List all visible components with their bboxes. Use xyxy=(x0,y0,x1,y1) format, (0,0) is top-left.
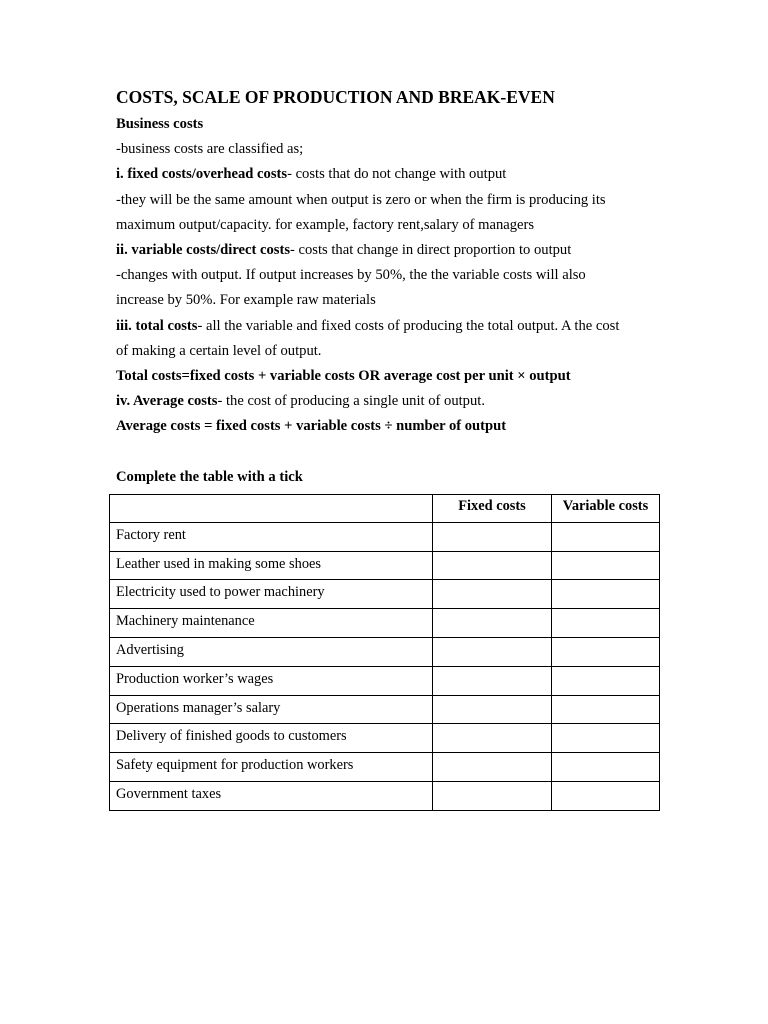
variable-costs-tick-cell[interactable] xyxy=(552,781,660,810)
cost-item-label: Advertising xyxy=(110,637,433,666)
total-costs-definition xyxy=(116,314,652,339)
variable-costs-tick-cell[interactable] xyxy=(552,637,660,666)
variable-costs-tick-cell[interactable] xyxy=(552,522,660,551)
table-row xyxy=(110,637,660,666)
table-header-row xyxy=(110,495,660,523)
intro-text: -business costs are classified as; xyxy=(116,141,304,158)
section-heading: Business costs xyxy=(116,116,204,132)
total-costs-text: - all the variable and fixed costs of producing the total output. A the cost xyxy=(197,317,620,334)
fixed-costs-tick-cell[interactable] xyxy=(433,666,552,695)
average-costs-definition xyxy=(116,389,652,414)
variable-costs-tick-cell[interactable] xyxy=(552,666,660,695)
total-costs-term: iii. total costs xyxy=(116,317,198,334)
table-row xyxy=(110,695,660,724)
fixed-costs-tick-cell[interactable] xyxy=(433,551,552,580)
variable-costs-tick-cell[interactable] xyxy=(552,753,660,782)
variable-costs-tick-cell[interactable] xyxy=(552,609,660,638)
cost-item-label: Factory rent xyxy=(110,522,433,551)
variable-costs-tick-cell[interactable] xyxy=(552,551,660,580)
fixed-costs-term: i. fixed costs/overhead costs xyxy=(116,166,288,183)
fixed-costs-tick-cell[interactable] xyxy=(433,781,552,810)
cost-item-label: Delivery of finished goods to customers xyxy=(110,724,433,753)
average-costs-text: - the cost of producing a single unit of output. xyxy=(217,393,485,410)
fixed-costs-tick-cell[interactable] xyxy=(433,522,552,551)
fixed-costs-explanation-line-2: maximum output/capacity. for example, factory rent,salary of managers xyxy=(116,216,535,233)
page-title: COSTS, SCALE OF PRODUCTION AND BREAK-EVEN xyxy=(116,87,555,107)
table-row xyxy=(110,522,660,551)
table-row xyxy=(110,609,660,638)
total-costs-formula: Total costs=fixed costs + variable costs OR average cost per unit × output xyxy=(116,368,571,385)
spacer xyxy=(116,440,652,465)
fixed-costs-text: - costs that do not change with output xyxy=(287,166,507,183)
table-row xyxy=(110,724,660,753)
table-row xyxy=(110,580,660,609)
fixed-costs-tick-cell[interactable] xyxy=(433,609,552,638)
cost-classification-table xyxy=(109,494,660,811)
fixed-costs-tick-cell[interactable] xyxy=(433,695,552,724)
table-row xyxy=(110,753,660,782)
header-item xyxy=(110,495,433,523)
cost-item-label: Safety equipment for production workers xyxy=(110,753,433,782)
variable-costs-definition xyxy=(116,238,652,263)
average-costs-formula: Average costs = fixed costs + variable costs ÷ number of output xyxy=(116,418,507,435)
variable-costs-explanation-line-1: -changes with output. If output increases by 50%, the the variable costs will also xyxy=(116,267,586,284)
fixed-costs-tick-cell[interactable] xyxy=(433,753,552,782)
fixed-costs-tick-cell[interactable] xyxy=(433,580,552,609)
variable-costs-explanation-line-2: increase by 50%. For example raw materials xyxy=(116,292,376,309)
variable-costs-tick-cell[interactable] xyxy=(552,724,660,753)
header-variable-costs: Variable costs xyxy=(552,495,660,523)
table-row xyxy=(110,551,660,580)
document-page xyxy=(116,86,652,490)
fixed-costs-tick-cell[interactable] xyxy=(433,637,552,666)
variable-costs-text: - costs that change in direct proportion to output xyxy=(290,242,572,259)
cost-item-label: Machinery maintenance xyxy=(110,609,433,638)
variable-costs-tick-cell[interactable] xyxy=(552,695,660,724)
fixed-costs-tick-cell[interactable] xyxy=(433,724,552,753)
variable-costs-term: ii. variable costs/direct costs xyxy=(116,242,291,259)
fixed-costs-explanation-line-1: -they will be the same amount when output is zero or when the firm is producing its xyxy=(116,191,606,208)
average-costs-term: iv. Average costs xyxy=(116,393,218,410)
table-caption: Complete the table with a tick xyxy=(116,468,303,485)
cost-item-label: Production worker’s wages xyxy=(110,666,433,695)
variable-costs-tick-cell[interactable] xyxy=(552,580,660,609)
cost-item-label: Government taxes xyxy=(110,781,433,810)
table-row xyxy=(110,666,660,695)
table-row xyxy=(110,781,660,810)
fixed-costs-definition xyxy=(116,162,652,187)
cost-item-label: Leather used in making some shoes xyxy=(110,551,433,580)
total-costs-definition-line-2: of making a certain level of output. xyxy=(116,342,322,359)
header-fixed-costs: Fixed costs xyxy=(433,495,552,523)
cost-item-label: Operations manager’s salary xyxy=(110,695,433,724)
cost-item-label: Electricity used to power machinery xyxy=(110,580,433,609)
